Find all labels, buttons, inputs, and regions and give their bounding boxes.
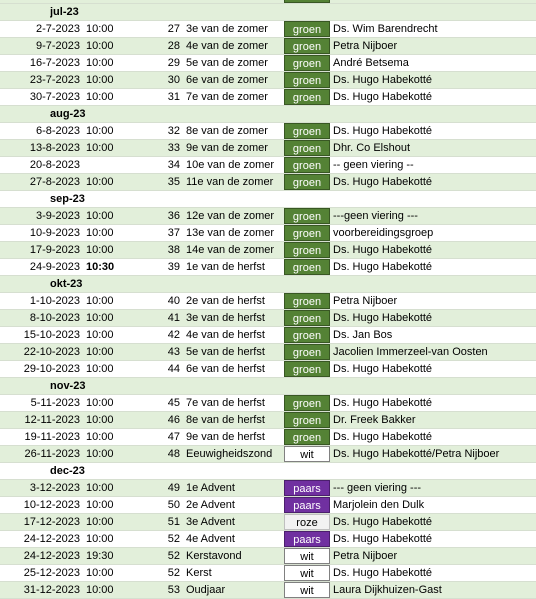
date-cell[interactable]: 1-10-2023 [29,295,80,307]
month-label[interactable]: nov-23 [50,380,86,392]
time-cell[interactable]: 10:00 [86,516,114,528]
week-number-cell[interactable]: 40 [167,295,180,307]
table-row [0,55,536,72]
sunday-name-cell[interactable]: Oudjaar [186,584,226,596]
time-cell[interactable]: 10:00 [86,244,114,256]
week-number-cell[interactable]: 42 [167,329,180,341]
time-cell[interactable]: 10:00 [86,567,114,579]
date-cell[interactable]: 3-9-2023 [35,210,80,222]
time-cell[interactable]: 10:30 [86,261,115,273]
table-row [0,89,536,106]
table-row [0,208,536,225]
table-row [0,344,536,361]
officiant-cell[interactable]: Petra Nijboer [333,550,398,562]
officiant-cell[interactable]: Petra Nijboer [333,40,398,52]
sunday-name-cell[interactable]: 11e van de zomer [186,176,274,188]
liturgical-color-cell[interactable]: groen [284,429,330,445]
week-number-cell[interactable]: 29 [167,57,180,69]
liturgical-color-cell[interactable]: paars [284,497,330,513]
date-cell[interactable]: 3-12-2023 [29,482,80,494]
officiant-cell[interactable]: Ds. Wim Barendrecht [333,23,438,35]
sunday-name-cell[interactable]: Kerst [186,567,212,579]
time-cell[interactable]: 10:00 [86,125,114,137]
time-cell[interactable]: 10:00 [86,482,114,494]
time-cell[interactable]: 10:00 [86,57,114,69]
officiant-cell[interactable]: Ds. Hugo Habekotté [333,567,433,579]
officiant-cell[interactable]: Jacolien Immerzeel-van Oosten [333,346,488,358]
time-cell[interactable]: 10:00 [86,431,114,443]
time-cell[interactable] [86,157,156,173]
time-cell[interactable]: 10:00 [86,295,114,307]
month-label[interactable]: okt-23 [50,278,83,290]
table-row [0,327,536,344]
week-number-cell[interactable]: 34 [167,159,180,171]
sunday-name-cell[interactable]: 7e van de zomer [186,91,268,103]
week-number-cell[interactable]: 43 [167,346,180,358]
date-cell[interactable]: 31-12-2023 [23,584,80,596]
date-cell[interactable]: 24-12-2023 [23,533,80,545]
date-cell[interactable]: 25-12-2023 [23,567,80,579]
liturgical-color-cell[interactable]: wit [284,565,330,581]
officiant-cell[interactable]: Ds. Jan Bos [333,329,393,341]
officiant-cell[interactable]: Ds. Hugo Habekotté/Petra Nijboer [333,448,500,460]
table-row [0,157,536,174]
sunday-name-cell[interactable]: 9e van de zomer [186,142,268,154]
time-cell[interactable]: 10:00 [86,227,114,239]
table-row [0,412,536,429]
date-cell[interactable]: 9-7-2023 [35,40,80,52]
liturgical-color-cell[interactable]: groen [284,174,330,190]
liturgical-color-cell[interactable]: groen [284,395,330,411]
officiant-cell[interactable]: Laura Dijkhuizen-Gast [333,584,442,596]
month-header-row [0,378,536,395]
time-cell[interactable]: 10:00 [86,91,114,103]
table-row [0,548,536,565]
month-header-row [0,106,536,123]
sunday-name-cell[interactable]: 13e van de zomer [186,227,275,239]
week-number-cell[interactable]: 51 [167,516,180,528]
sunday-name-cell[interactable]: 4e Advent [186,533,235,545]
table-row [0,259,536,276]
liturgical-color-cell[interactable]: groen [284,293,330,309]
time-cell[interactable]: 10:00 [86,363,114,375]
sunday-name-cell[interactable]: 5e van de zomer [186,57,268,69]
officiant-cell[interactable]: Marjolein den Dulk [333,499,425,511]
month-label[interactable]: sep-23 [50,193,85,205]
date-cell[interactable]: 26-11-2023 [24,448,80,460]
month-label[interactable]: aug-23 [50,108,86,120]
table-row [0,21,536,38]
date-cell[interactable]: 24-9-2023 [29,261,80,273]
officiant-cell[interactable]: Ds. Hugo Habekotté [333,431,433,443]
liturgical-color-cell[interactable]: groen [284,208,330,224]
week-number-cell[interactable]: 33 [167,142,180,154]
officiant-cell[interactable]: Ds. Hugo Habekotté [333,363,433,375]
liturgical-color-cell[interactable]: wit [284,548,330,564]
officiant-cell[interactable]: voorbereidingsgroep [333,227,434,239]
week-number-cell[interactable]: 47 [167,431,180,443]
liturgical-color-cell[interactable]: wit [284,582,330,598]
sunday-name-cell[interactable]: 9e van de herfst [186,431,265,443]
date-cell[interactable]: 22-10-2023 [23,346,80,358]
week-number-cell[interactable]: 49 [167,482,180,494]
week-number-cell[interactable]: 44 [167,363,180,375]
week-number-cell[interactable]: 37 [167,227,180,239]
liturgical-color-cell[interactable]: groen [284,55,330,71]
table-row [0,480,536,497]
officiant-cell[interactable]: Petra Nijboer [333,295,398,307]
week-number-cell[interactable]: 41 [167,312,180,324]
time-cell[interactable]: 10:00 [86,414,114,426]
liturgical-color-cell[interactable]: groen [284,123,330,139]
week-number-cell[interactable]: 50 [167,499,180,511]
liturgical-color-cell[interactable]: groen [284,310,330,326]
table-row [0,582,536,599]
week-number-cell[interactable]: 53 [167,584,180,596]
date-cell[interactable]: 19-11-2023 [24,431,80,443]
sunday-name-cell[interactable]: 12e van de zomer [186,210,275,222]
time-cell[interactable]: 10:00 [86,176,114,188]
liturgical-color-cell[interactable]: groen [284,140,330,156]
date-cell[interactable]: 27-8-2023 [29,176,80,188]
date-cell[interactable]: 6-8-2023 [35,125,80,137]
liturgical-color-cell[interactable]: groen [284,242,330,258]
table-row [0,531,536,548]
officiant-cell[interactable]: Ds. Hugo Habekotté [333,312,433,324]
sunday-name-cell[interactable]: 4e van de zomer [186,40,268,52]
month-header-row [0,276,536,293]
date-cell[interactable]: 12-11-2023 [24,414,80,426]
sunday-name-cell[interactable]: 3e van de zomer [186,23,268,35]
month-header-row [0,4,536,21]
date-cell[interactable]: 10-12-2023 [23,499,80,511]
table-row [0,446,536,463]
officiant-cell[interactable]: Ds. Hugo Habekotté [333,176,433,188]
time-cell[interactable]: 10:00 [86,448,114,460]
time-cell[interactable]: 10:00 [86,142,114,154]
table-row [0,310,536,327]
date-cell[interactable]: 5-11-2023 [30,397,80,409]
liturgical-color-cell[interactable]: groen [284,327,330,343]
month-label[interactable]: dec-23 [50,465,85,477]
color-cell[interactable] [284,0,330,3]
week-number-cell[interactable]: 30 [167,74,180,86]
month-header-row [0,463,536,480]
sunday-name-cell[interactable]: 2e van de herfst [186,295,265,307]
date-cell[interactable]: 10-9-2023 [29,227,80,239]
date-cell[interactable]: 17-12-2023 [23,516,80,528]
table-row [0,242,536,259]
date-cell[interactable]: 13-8-2023 [29,142,80,154]
sunday-name-cell[interactable]: 8e van de zomer [186,125,268,137]
month-header-row [0,191,536,208]
table-row [0,293,536,310]
officiant-cell[interactable]: -- geen viering -- [333,159,414,171]
week-number-cell[interactable]: 28 [167,40,180,52]
sunday-name-cell[interactable]: 8e van de herfst [186,414,265,426]
table-row [0,429,536,446]
week-number-cell[interactable]: 52 [167,533,180,545]
table-row [0,565,536,582]
officiant-cell[interactable]: --- geen viering --- [333,482,422,494]
sunday-name-cell[interactable]: 5e van de herfst [186,346,265,358]
sunday-name-cell[interactable]: 3e Advent [186,516,235,528]
date-cell[interactable]: 8-10-2023 [29,312,80,324]
time-cell[interactable]: 10:00 [86,346,114,358]
sunday-name-cell[interactable]: 1e van de herfst [186,261,265,273]
liturgical-color-cell[interactable]: groen [284,157,330,173]
table-row [0,140,536,157]
date-cell[interactable]: 30-7-2023 [29,91,80,103]
officiant-cell[interactable]: Ds. Hugo Habekotté [333,533,433,545]
date-cell[interactable]: 24-12-2023 [23,550,80,562]
officiant-cell[interactable]: Ds. Hugo Habekotté [333,261,433,273]
sunday-name-cell[interactable]: Eeuwigheidszond [186,448,273,460]
officiant-cell[interactable]: ---geen viering --- [333,210,418,222]
time-cell[interactable]: 19:30 [86,550,114,562]
time-cell[interactable]: 10:00 [86,74,114,86]
sunday-name-cell[interactable]: 6e van de herfst [186,363,265,375]
sunday-name-cell[interactable]: 10e van de zomer [186,159,275,171]
table-row [0,225,536,242]
month-label[interactable]: jul-23 [50,6,79,18]
sunday-name-cell[interactable]: 3e van de herfst [186,312,265,324]
week-number-cell[interactable]: 45 [167,397,180,409]
week-number-cell[interactable]: 38 [167,244,180,256]
time-cell[interactable]: 10:00 [86,533,114,545]
date-cell[interactable]: 2-7-2023 [35,23,80,35]
week-number-cell[interactable]: 52 [167,550,180,562]
liturgical-color-cell[interactable]: groen [284,72,330,88]
table-row [0,497,536,514]
officiant-cell[interactable]: Ds. Hugo Habekotté [333,91,433,103]
liturgical-color-cell[interactable]: roze [284,514,330,530]
time-cell[interactable]: 10:00 [86,397,114,409]
week-number-cell[interactable]: 31 [167,91,180,103]
sunday-name-cell[interactable]: 4e van de herfst [186,329,265,341]
sunday-name-cell[interactable]: 1e Advent [186,482,235,494]
table-row [0,395,536,412]
officiant-cell[interactable]: André Betsema [333,57,409,69]
liturgical-color-cell[interactable]: groen [284,412,330,428]
liturgical-color-cell[interactable]: groen [284,361,330,377]
date-cell[interactable]: 20-8-2023 [29,159,80,171]
time-cell[interactable]: 10:00 [86,210,114,222]
time-cell[interactable]: 10:00 [86,329,114,341]
officiant-cell[interactable]: Ds. Hugo Habekotté [333,74,433,86]
date-cell[interactable]: 15-10-2023 [23,329,80,341]
week-number-cell[interactable]: 46 [167,414,180,426]
liturgical-color-cell[interactable]: groen [284,38,330,54]
date-cell[interactable]: 29-10-2023 [23,363,80,375]
liturgical-color-cell[interactable]: wit [284,446,330,462]
liturgical-color-cell[interactable]: groen [284,225,330,241]
week-number-cell[interactable]: 35 [167,176,180,188]
time-cell[interactable]: 10:00 [86,40,114,52]
date-cell[interactable]: 17-9-2023 [29,244,80,256]
week-number-cell[interactable]: 36 [167,210,180,222]
officiant-cell[interactable]: Dhr. Co Elshout [333,142,411,154]
liturgical-color-cell[interactable]: paars [284,480,330,496]
table-row [0,174,536,191]
time-cell[interactable]: 10:00 [86,499,114,511]
sunday-name-cell[interactable]: Kerstavond [186,550,242,562]
time-cell[interactable]: 10:00 [86,23,114,35]
week-number-cell[interactable]: 27 [167,23,180,35]
liturgical-color-cell[interactable]: groen [284,259,330,275]
table-row [0,123,536,140]
liturgical-color-cell[interactable]: groen [284,21,330,37]
liturgical-color-cell[interactable]: groen [284,89,330,105]
table-row [0,38,536,55]
time-cell[interactable]: 10:00 [86,312,114,324]
officiant-cell[interactable]: Dr. Freek Bakker [333,414,416,426]
liturgical-color-cell[interactable]: groen [284,344,330,360]
date-cell[interactable]: 23-7-2023 [29,74,80,86]
officiant-cell[interactable]: Ds. Hugo Habekotté [333,244,433,256]
table-row [0,361,536,378]
officiant-cell[interactable]: Ds. Hugo Habekotté [333,125,433,137]
table-row [0,72,536,89]
sunday-name-cell[interactable]: 14e van de zomer [186,244,275,256]
week-number-cell[interactable]: 32 [167,125,180,137]
week-number-cell[interactable]: 39 [167,261,180,273]
officiant-cell[interactable]: Ds. Hugo Habekotté [333,397,433,409]
date-cell[interactable]: 16-7-2023 [29,57,80,69]
liturgical-color-cell[interactable]: paars [284,531,330,547]
sunday-name-cell[interactable]: 7e van de herfst [186,397,265,409]
sunday-name-cell[interactable]: 2e Advent [186,499,235,511]
week-number-cell[interactable]: 48 [167,448,180,460]
table-row [0,514,536,531]
officiant-cell[interactable]: Ds. Hugo Habekotté [333,516,433,528]
week-number-cell[interactable]: 52 [167,567,180,579]
sunday-name-cell[interactable]: 6e van de zomer [186,74,268,86]
time-cell[interactable]: 10:00 [86,584,114,596]
